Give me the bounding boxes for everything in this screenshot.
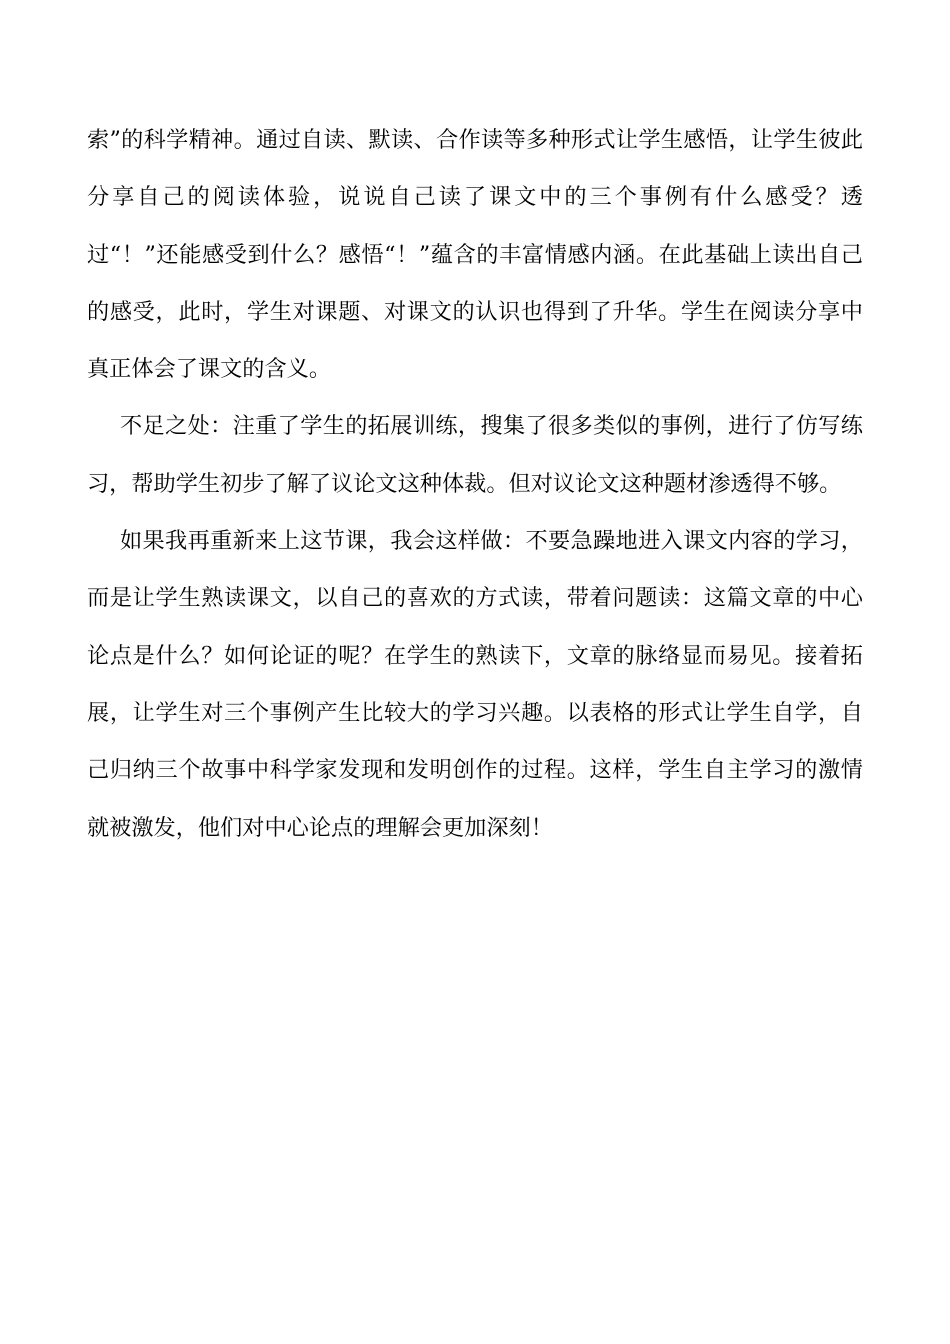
document-page (87, 112, 863, 857)
paragraph-improvement: 如果我再重新来上这节课，我会这样做：不要急躁地进入课文内容的学习，而是让学生熟读课文，以自己的喜欢的方式读，带着问题读：这篇文章的中心论点是什么？如何论证的呢？在学生的熟读下，文章的脉络显而易见。接着拓展，让学生对三个事例产生比较大的学习兴趣。以表格的形式让学生自学，自己归纳三个故事中科学家发现和发明创作的过程。这样，学生自主学习的激情就被激发，他们对中心论点的理解会更加深刻！ (87, 528, 863, 841)
paragraph-continuation: 索”的科学精神。通过自读、默读、合作读等多种形式让学生感悟，让学生彼此分享自己的阅读体验，说说自己读了课文中的三个事例有什么感受？透过“！”还能感受到什么？感悟“！”蕴含的丰富情感内涵。在此基础上读出自己的感受，此时，学生对课题、对课文的认识也得到了升华。学生在阅读分享中真正体会了课文的含义。 (87, 127, 863, 383)
paragraph-shortcomings: 不足之处：注重了学生的拓展训练，搜集了很多类似的事例，进行了仿写练习，帮助学生初步了解了议论文这种体裁。但对议论文这种题材渗透得不够。 (87, 413, 863, 497)
